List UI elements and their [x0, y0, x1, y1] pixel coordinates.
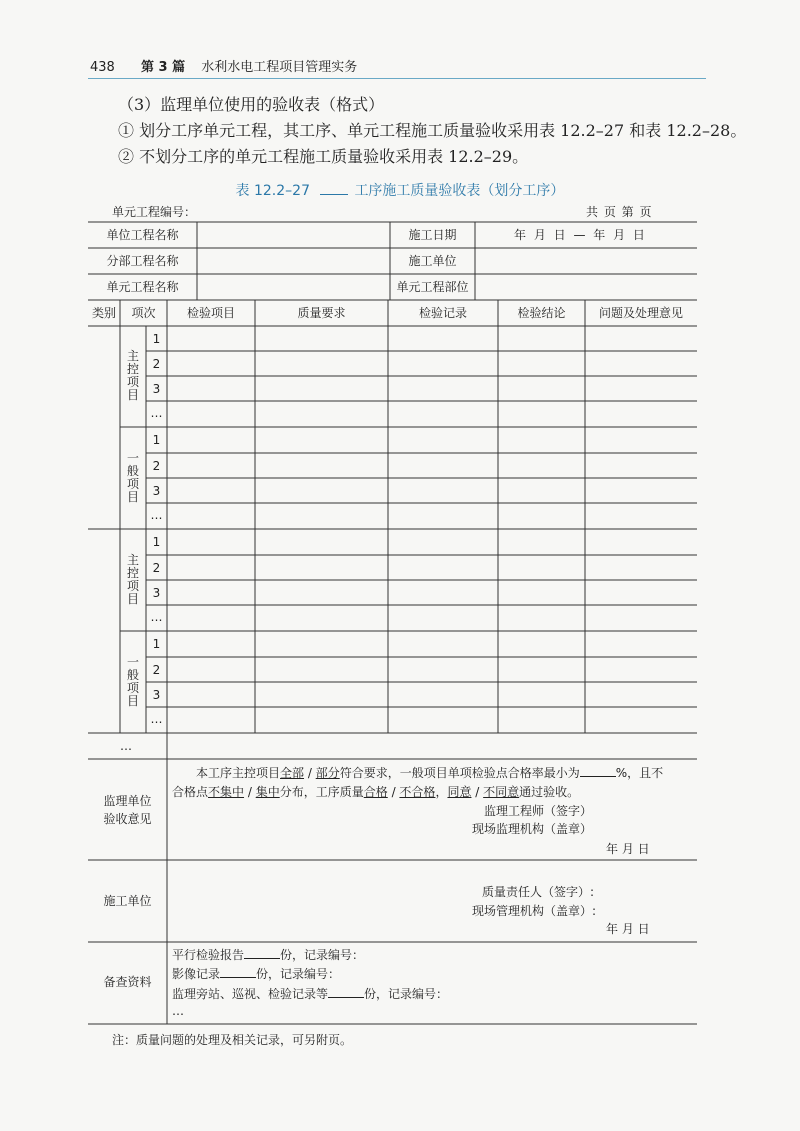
option-pass: 合格	[363, 785, 388, 799]
element-name-label: 单元工程名称	[106, 280, 179, 294]
reference-line-4: …	[172, 1004, 184, 1018]
row-num: 3	[152, 382, 161, 396]
row-num: 2	[152, 357, 161, 371]
col-requirement: 质量要求	[297, 306, 346, 320]
row-num: 3	[152, 688, 161, 702]
row-num: 1	[152, 637, 161, 651]
supervision-label-1: 监理单位	[103, 794, 152, 808]
supervision-label-2: 验收意见	[103, 812, 152, 826]
date-value: 年 月 日 — 年 月 日	[514, 228, 647, 242]
row-num: 2	[152, 459, 161, 473]
row-num: 1	[152, 535, 161, 549]
unit-name-label: 单位工程名称	[106, 228, 179, 242]
supervision-line-2: 合格点不集中 / 集中分布，工序质量合格 / 不合格，同意 / 不同意通过验收。	[172, 785, 580, 799]
caption-number: 表 12.2–27	[235, 183, 310, 199]
group-general-1: 一般项目	[126, 451, 139, 504]
reference-line-1: 平行检验报告 份，记录编号：	[172, 948, 365, 962]
col-conclusion: 检验结论	[517, 306, 566, 320]
col-item: 检验项目	[186, 306, 235, 320]
part-label: 第 3 篇	[140, 60, 186, 75]
date-label: 施工日期	[408, 228, 457, 242]
row-num: 1	[152, 332, 161, 346]
col-seq: 项次	[131, 306, 156, 320]
contractor-label: 施工单位	[408, 254, 457, 268]
book-title: 水利水电工程项目管理实务	[201, 60, 358, 75]
extra-row-ellipsis: …	[120, 739, 132, 753]
rate-blank	[580, 765, 616, 777]
contractor-date: 年 月 日	[606, 922, 650, 936]
caption-title: 工序施工质量验收表（划分工序）	[354, 183, 565, 199]
reference-label: 备查资料	[103, 975, 152, 989]
contractor-section-label: 施工单位	[103, 894, 152, 908]
page-number: 438	[90, 60, 115, 75]
contractor-org-seal: 现场管理机构（盖章）:	[472, 904, 597, 918]
option-part: 部分	[315, 766, 340, 780]
option-agree: 同意	[447, 785, 472, 799]
group-main-1: 主控项目	[126, 349, 139, 402]
group-general-2: 一般项目	[126, 655, 139, 708]
row-num: 1	[152, 433, 161, 447]
row-num: 3	[152, 484, 161, 498]
unit-code-label: 单元工程编号：	[112, 205, 197, 219]
supervision-engineer-signature: 监理工程师（签字）	[484, 804, 593, 818]
group-main-2: 主控项目	[126, 553, 139, 606]
col-category: 类别	[91, 306, 116, 320]
supervision-line-1: 本工序主控项目全部 / 部分符合要求，一般项目单项检验点合格率最小为 %，且不	[196, 766, 664, 780]
col-issues: 问题及处理意见	[598, 306, 683, 320]
element-location-label: 单元工程部位	[396, 280, 469, 294]
row-num: …	[150, 610, 163, 624]
intro-item-1: ① 划分工序单元工程，其工序、单元工程施工质量验收采用表 12.2–27 和表 12.2–28。	[118, 121, 747, 140]
reference-line-3: 监理旁站、巡视、检验记录等 份，记录编号：	[172, 987, 449, 1001]
supervision-date: 年 月 日	[606, 842, 650, 856]
row-num: 2	[152, 663, 161, 677]
intro-item-2: ② 不划分工序的单元工程施工质量验收采用表 12.2–29。	[118, 147, 529, 166]
option-all: 全部	[280, 766, 305, 780]
option-disagree: 不同意	[483, 785, 520, 799]
row-num: …	[150, 508, 163, 522]
footnote: 注：质量问题的处理及相关记录，可另附页。	[112, 1033, 353, 1047]
col-record: 检验记录	[418, 306, 467, 320]
row-num: 2	[152, 561, 161, 575]
page-count: 共 页 第 页	[586, 205, 653, 219]
reference-line-2: 影像记录 份，记录编号：	[172, 967, 341, 981]
option-concentrated: 集中	[255, 785, 280, 799]
row-num: 3	[152, 586, 161, 600]
supervision-org-seal: 现场监理机构（盖章）	[472, 822, 593, 836]
option-not-concentrated: 不集中	[208, 785, 245, 799]
intro-heading: （3）监理单位使用的验收表（格式）	[118, 95, 385, 114]
option-fail: 不合格	[399, 785, 436, 799]
contractor-quality-signature: 质量责任人（签字）:	[482, 885, 595, 899]
section-name-label: 分部工程名称	[106, 254, 179, 268]
row-num: …	[150, 406, 163, 420]
row-num: …	[150, 712, 163, 726]
